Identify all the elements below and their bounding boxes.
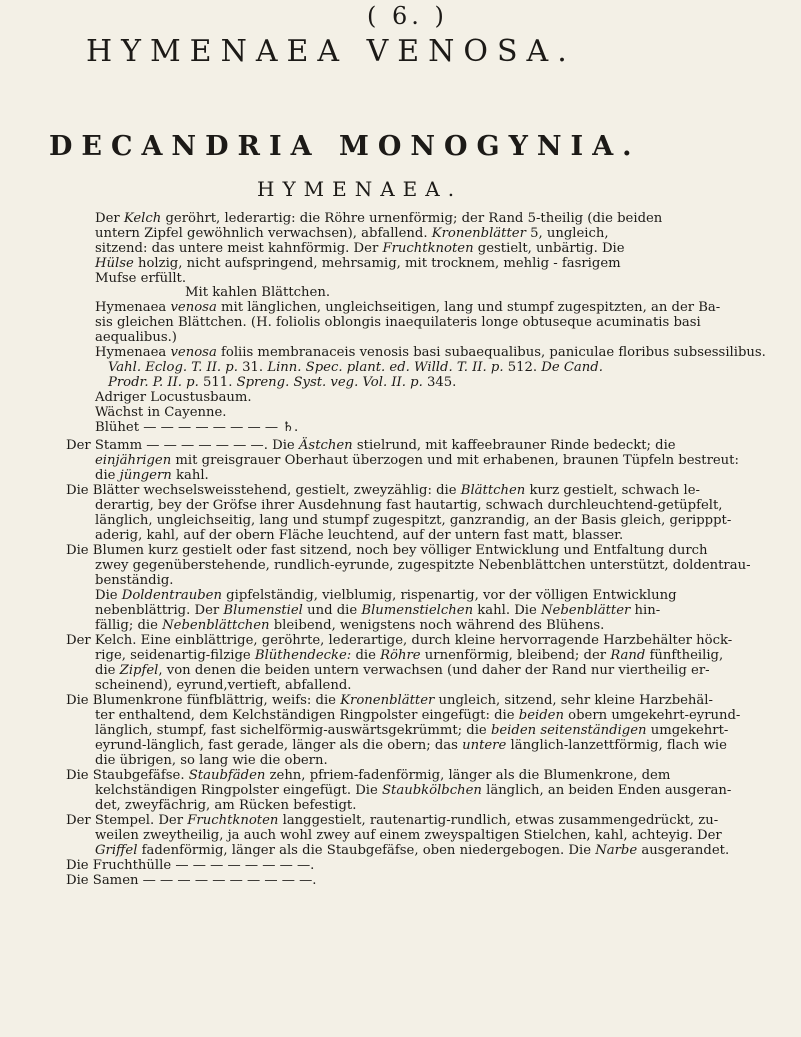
text-line: die jüngern kahl. bbox=[95, 468, 209, 483]
text-line: Der Kelch geröhrt, lederartig: die Röhre urnenförmig; der Rand 5-theilig (die beiden bbox=[95, 211, 663, 226]
text-line: weilen zweytheilig, ja auch wohl zwey auf einem zweyspaltigen Stielchen, kahl, achteyig. Der bbox=[95, 828, 722, 843]
text-line: Die Blumenkrone fünfblättrig, weifs: die Kronenblätter ungleich, sitzend, sehr kleine Harzbehäl- bbox=[66, 693, 713, 708]
class-heading: DECANDRIA MONOGYNIA. bbox=[49, 131, 641, 162]
text-line: aderig, kahl, auf der obern Fläche leuchtend, auf der untern fast matt, blasser. bbox=[95, 528, 624, 543]
page-number: ( 6. ) bbox=[367, 2, 448, 30]
text-line: Die Samen — — — — — — — — — —. bbox=[66, 873, 317, 888]
text-line: Mufse erfüllt. bbox=[95, 271, 187, 286]
text-line: einjährigen mit greisgrauer Oberhaut überzogen und mit erhabenen, braunen Tüpfeln bestreut: bbox=[95, 453, 739, 468]
text-line: eyrund-länglich, fast gerade, länger als die obern; das untere länglich-lanzettförmig, flach wie bbox=[95, 738, 727, 753]
text-line: Die Staubgefäfse. Staubfäden zehn, pfriem-fadenförmig, länger als die Blumenkrone, dem bbox=[66, 768, 671, 783]
text-line: nebenblättrig. Der Blumenstiel und die Blumenstielchen kahl. Die Nebenblätter hin- bbox=[95, 603, 661, 618]
text-line: scheinend), eyrund,vertieft, abfallend. bbox=[95, 678, 352, 693]
text-line: die übrigen, so lang wie die obern. bbox=[95, 753, 328, 768]
text-line: Die Doldentrauben gipfelständig, vielblumig, rispenartig, vor der völligen Entwicklung bbox=[95, 588, 677, 603]
text-line: ter enthaltend, dem Kelchständigen Ringpolster eingefügt: die beiden obern umgekehrt-eyrund- bbox=[95, 708, 741, 723]
text-line: derartig, bey der Gröfse ihrer Ausdehnung fast hautartig, schwach durchleuchtend-getüpfelt, bbox=[95, 498, 723, 513]
text-line: rige, seidenartig-filzige Blüthendecke: die Röhre urnenförmig, bleibend; der Rand fünftheilig, bbox=[95, 648, 724, 663]
text-line: Die Blumen kurz gestielt oder fast sitzend, noch bey völliger Entwicklung und Entfaltung durch bbox=[66, 543, 708, 558]
text-line: Griffel fadenförmig, länger als die Staubgefäfse, oben niedergebogen. Die Narbe ausgerandet. bbox=[95, 843, 730, 858]
text-line: länglich, ungleichseitig, lang und stumpf zugespitzt, ganzrandig, an der Basis gleich, geripppt- bbox=[95, 513, 732, 528]
text-line: Der Stamm — — — — — — —. Die Ästchen stielrund, mit kaffeebrauner Rinde bedeckt; die bbox=[66, 438, 676, 453]
genus-heading: HYMENAEA. bbox=[257, 177, 463, 201]
text-line: Prodr. P. II. p. 511. Spreng. Syst. veg. Vol. II. p. 345. bbox=[108, 375, 457, 390]
text-line: Blühet — — — — — — — — ♄. bbox=[95, 420, 299, 435]
text-line: Die Fruchthülle — — — — — — — —. bbox=[66, 858, 315, 873]
text-line: die Zipfel, von denen die beiden untern verwachsen (und daher der Rand nur viertheilig er- bbox=[95, 663, 710, 678]
text-line: Mit kahlen Blättchen. bbox=[185, 285, 331, 300]
page-title: HYMENAEA VENOSA. bbox=[86, 34, 576, 69]
text-line: Adriger Locustusbaum. bbox=[95, 390, 252, 405]
text-line: sitzend: das untere meist kahnförmig. Der Fruchtknoten gestielt, unbärtig. Die bbox=[95, 241, 625, 256]
text-line: benständig. bbox=[95, 573, 174, 588]
text-line: länglich, stumpf, fast sichelförmig-auswärtsgekrümmt; die beiden seitenständigen umgekehrt- bbox=[95, 723, 729, 738]
text-line: fällig; die Nebenblättchen bleibend, wenigstens noch während des Blühens. bbox=[95, 618, 605, 633]
text-line: Hymenaea venosa foliis membranaceis venosis basi subaequalibus, paniculae floribus subsessilibus. bbox=[95, 345, 766, 360]
text-line: Der Stempel. Der Fruchtknoten langgestielt, rautenartig-rundlich, etwas zusammengedrückt, zu- bbox=[66, 813, 719, 828]
text-line: det, zweyfächrig, am Rücken befestigt. bbox=[95, 798, 357, 813]
text-line: aequalibus.) bbox=[95, 330, 177, 345]
text-line: Die Blätter wechselsweisstehend, gestielt, zweyzählig: die Blättchen kurz gestielt, schwach le- bbox=[66, 483, 700, 498]
text-line: untern Zipfel gewöhnlich verwachsen), abfallend. Kronenblätter 5, ungleich, bbox=[95, 226, 609, 241]
text-line: Vahl. Eclog. T. II. p. 31. Linn. Spec. plant. ed. Willd. T. II. p. 512. De Cand. bbox=[108, 360, 603, 375]
text-line: kelchständigen Ringpolster eingefügt. Die Staubkölbchen länglich, an beiden Enden ausgeran- bbox=[95, 783, 732, 798]
text-line: sis gleichen Blättchen. (H. foliolis oblongis inaequilateris longe obtuseque acuminatis basi bbox=[95, 315, 701, 330]
text-line: Hymenaea venosa mit länglichen, ungleichseitigen, lang und stumpf zugespitzten, an der Ba- bbox=[95, 300, 721, 315]
text-line: Der Kelch. Eine einblättrige, geröhrte, lederartige, durch kleine hervorragende Harzbehälter höck- bbox=[66, 633, 733, 648]
text-line: Wächst in Cayenne. bbox=[95, 405, 227, 420]
text-line: Hülse holzig, nicht aufspringend, mehrsamig, mit trocknem, mehlig - fasrigem bbox=[95, 256, 621, 271]
text-line: zwey gegenüberstehende, rundlich-eyrunde, zugespitzte Nebenblättchen unterstützt, doldentrau- bbox=[95, 558, 751, 573]
